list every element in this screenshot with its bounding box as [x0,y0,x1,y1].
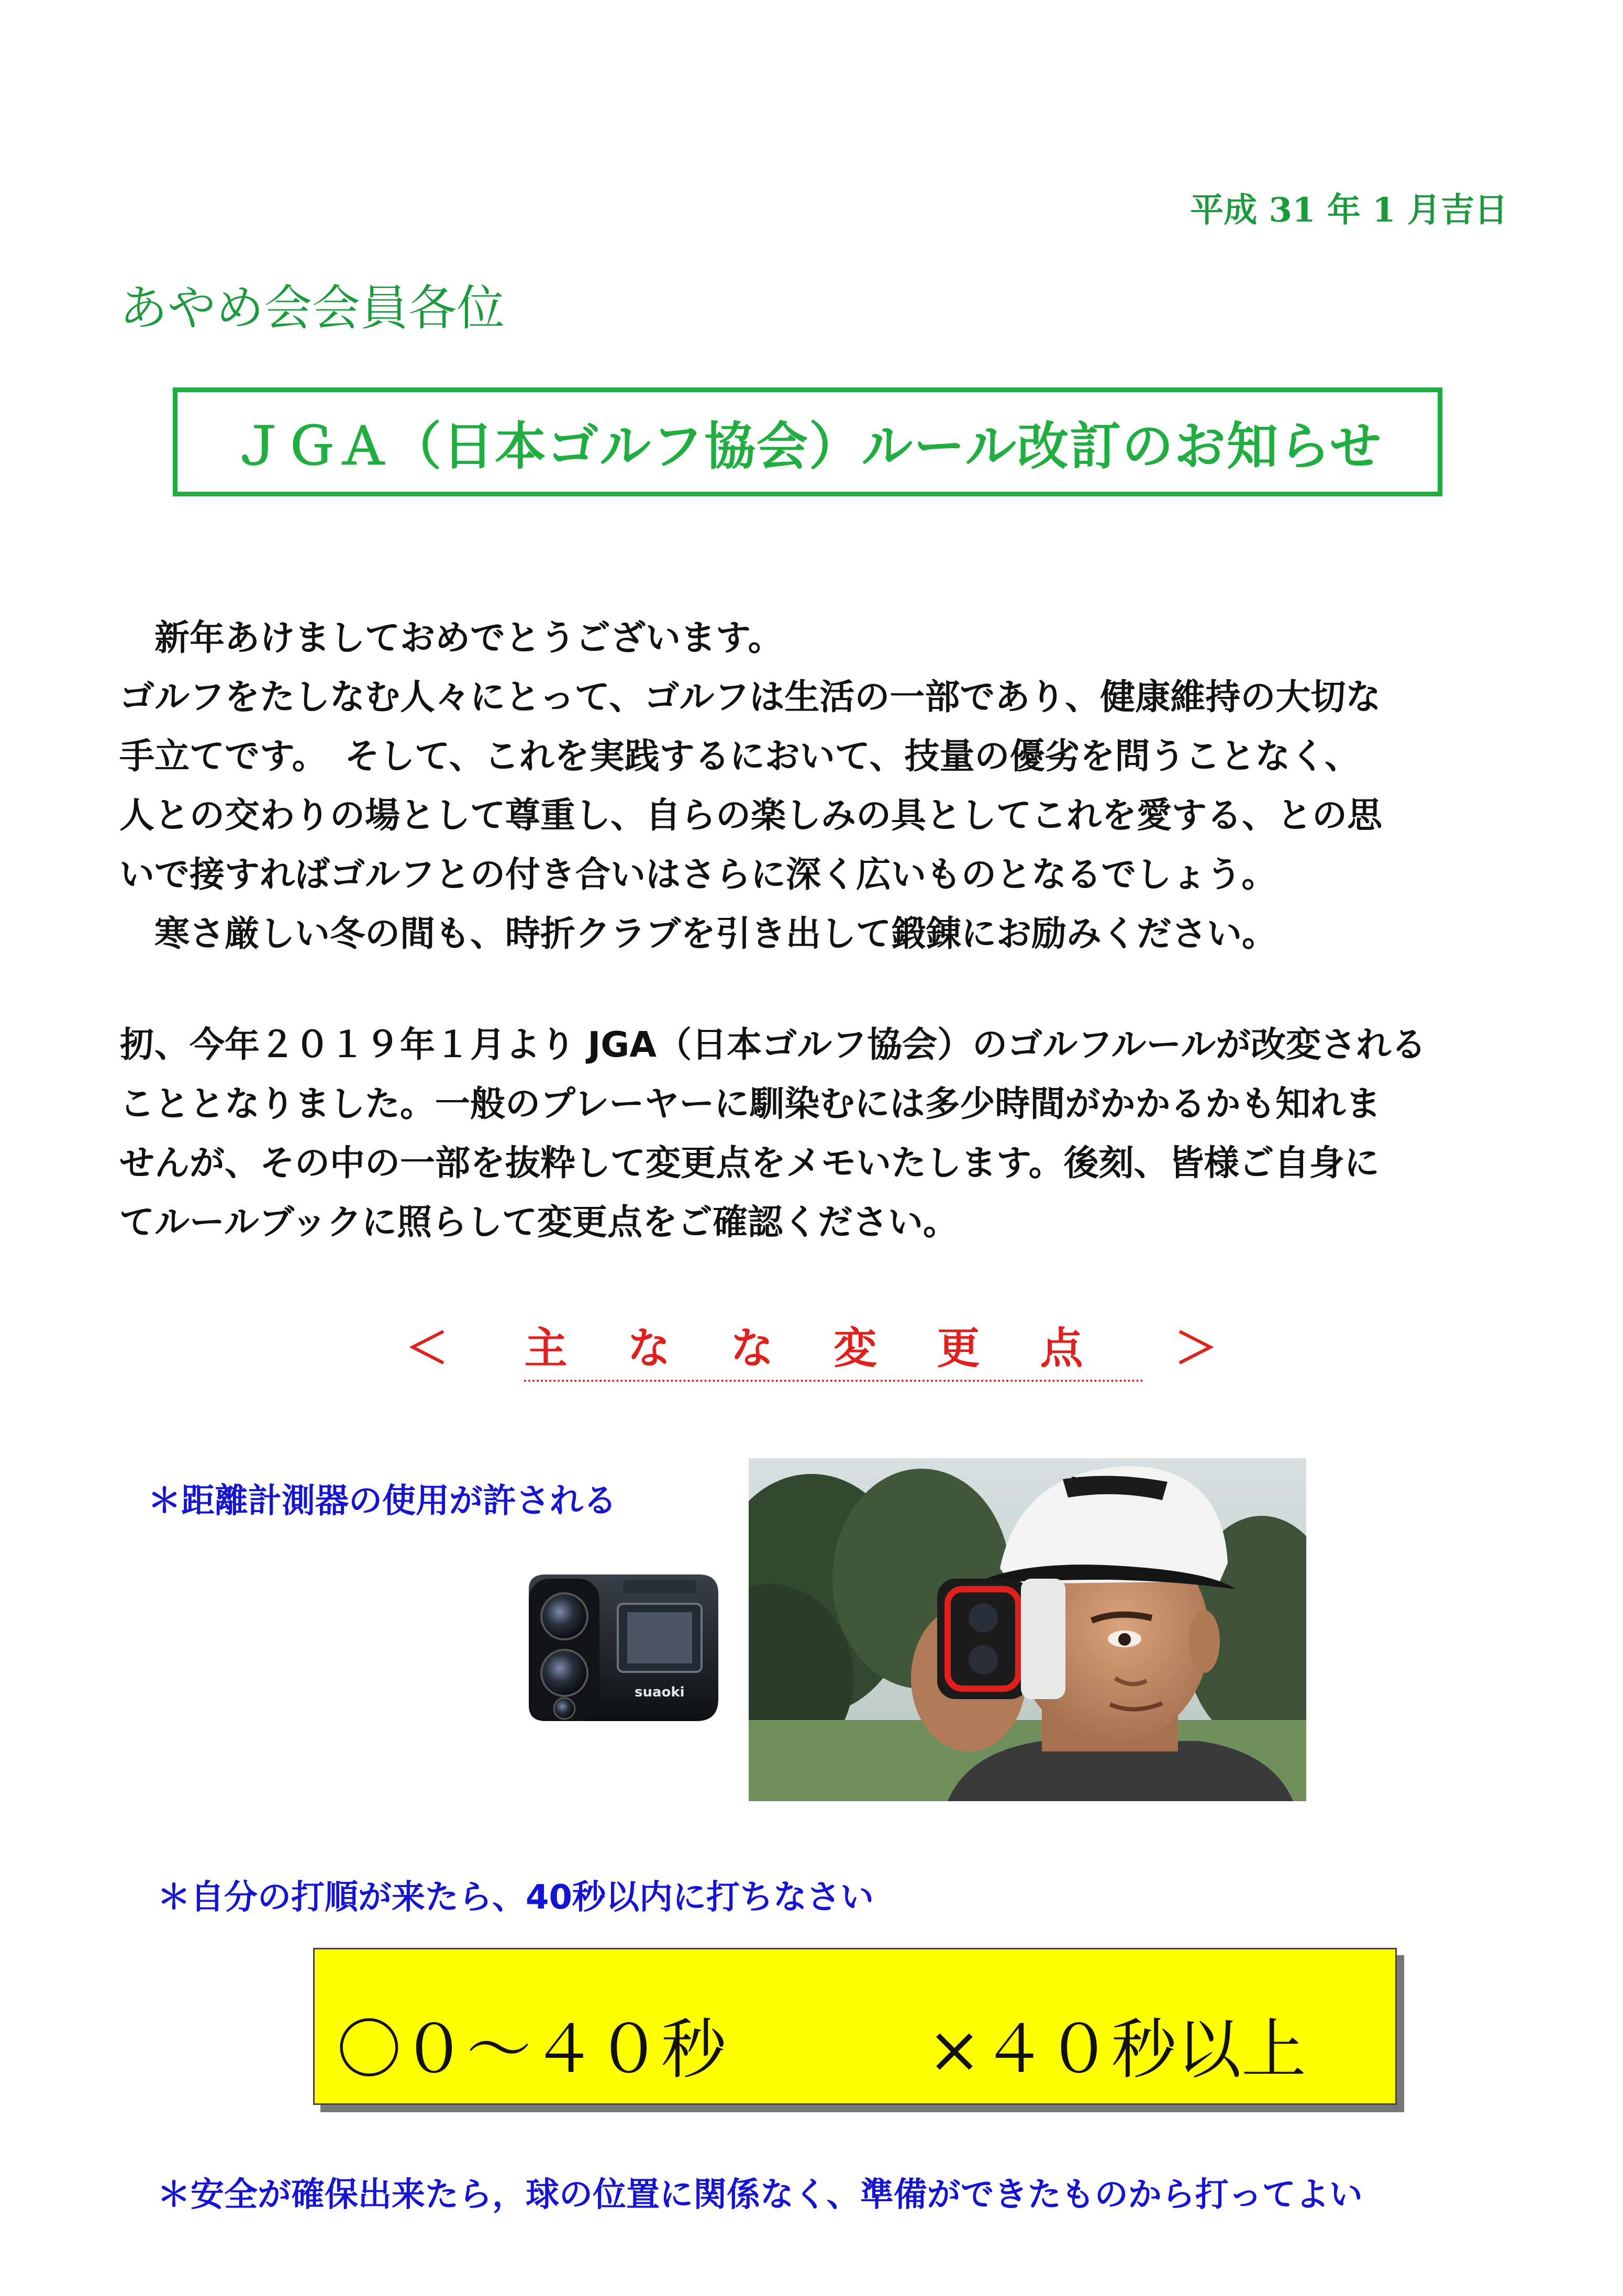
time-rule-ng: ×４０秒以上 [927,2012,1306,2088]
bullet-ready-golf: ＊安全が確保出来たら，球の位置に関係なく、準備ができたものから打ってよい [157,2176,1363,2214]
addressee: あやめ会会員各位 [119,280,505,336]
rangefinder-device-image [513,1568,733,1731]
title-box [173,387,1442,496]
greeting-line: 人との交わりの場として尊重し、自らの楽しみの具としてこれを愛する、との思 [119,795,1382,836]
bullet-rangefinder: ＊距離計測器の使用が許される [148,1482,617,1521]
notice-line: せんが、その中の一部を抜粋して変更点をメモいたします。後刻、皆様ご自身に [119,1143,1380,1183]
heading-text: 主なな変更点 [524,1314,1143,1382]
cap-brand-label: puma [1067,1467,1145,1501]
golfer-photo [749,1458,1306,1801]
changes-heading [0,1314,1623,1382]
device-brand-label: suaoki [635,1684,685,1700]
time-rule-box [313,1948,1397,2105]
greeting-line: 新年あけましておめでとうございます。 [119,617,783,658]
bullet-pace-of-play: ＊自分の打順が来たら、40秒以内に打ちなさい [157,1878,874,1917]
notice-line: 扨、今年２０１９年１月より JGA（日本ゴルフ協会）のゴルフルールが改変される [119,1024,1427,1065]
date: 平成 31 年 1 月吉日 [1190,191,1508,230]
time-rule-ok: 〇０～４０秒 [337,2012,727,2088]
rangefinder-device-icon [513,1568,733,1731]
greeting-line: 寒さ厳しい冬の間も、時折クラブを引き出して鍛錬にお励みください。 [119,913,1277,954]
notice-line: てルールブックに照らして変更点をご確認ください。 [119,1202,958,1243]
heading-open-bracket: ＜ [405,1324,449,1373]
notice-line: こととなりました。一般のプレーヤーに馴染むには多少時間がかかるかも知れま [119,1083,1381,1124]
greeting-line: 手立てです。 そして、これを実践するにおいて、技量の優劣を問うことなく、 [119,736,1360,777]
document-title: ＪＧＡ（日本ゴルフ協会）ルール改訂のお知らせ [232,416,1383,476]
greeting-line: ゴルフをたしなむ人々にとって、ゴルフは生活の一部であり、健康維持の大切な [119,676,1381,717]
greeting-line: いで接すればゴルフとの付き合いはさらに深く広いものとなるでしょう。 [119,854,1277,895]
heading-close-bracket: ＞ [1174,1324,1218,1373]
golfer-with-rangefinder-icon [749,1458,1306,1801]
